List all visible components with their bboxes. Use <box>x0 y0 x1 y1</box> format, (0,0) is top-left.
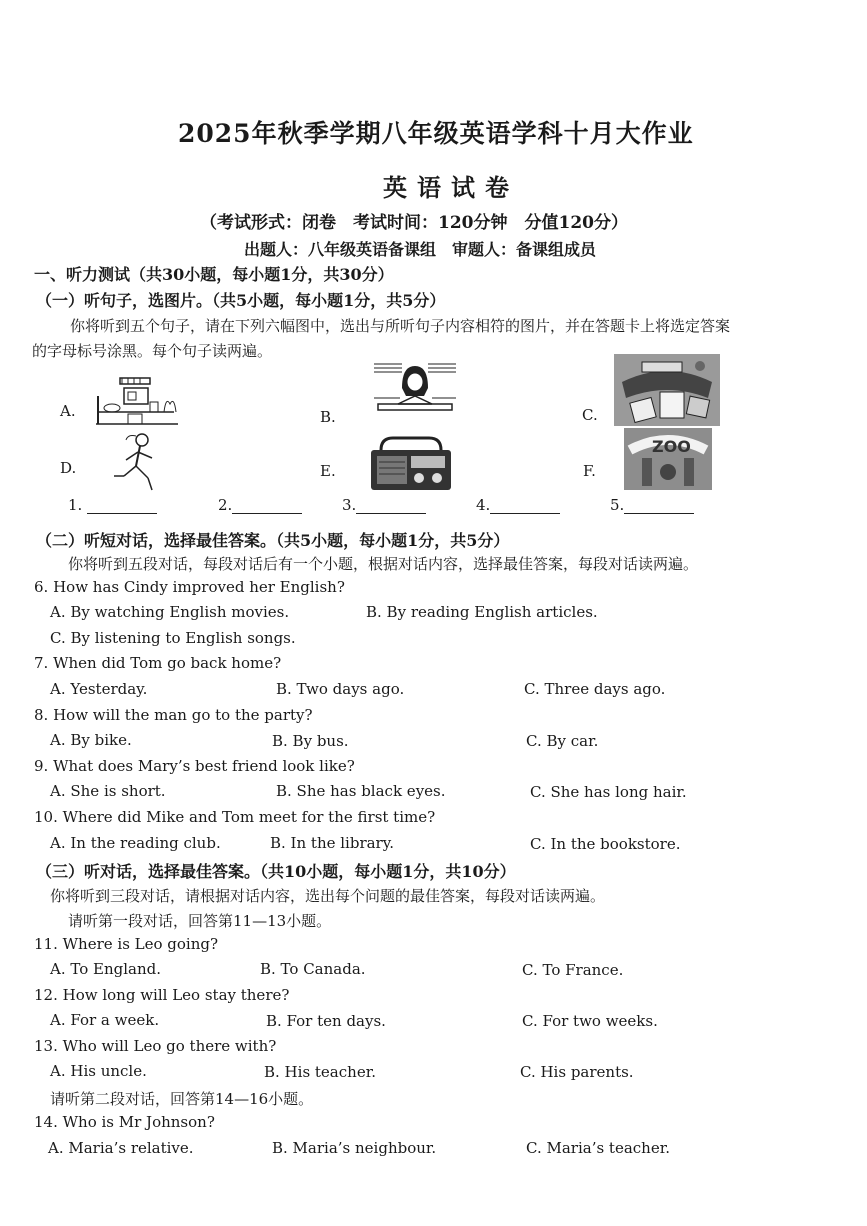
blank-number: 1. <box>68 496 83 514</box>
question-11-option-c[interactable]: C. To France. <box>522 961 624 979</box>
question-12-option-b[interactable]: B. For ten days. <box>266 1012 386 1030</box>
question-13: 13. Who will Leo go there with? <box>34 1037 277 1055</box>
question-9-option-a[interactable]: A. She is short. <box>50 782 166 800</box>
blank-line <box>87 499 157 514</box>
question-9: 9. What does Mary’s best friend look like? <box>34 757 355 775</box>
question-7: 7. When did Tom go back home? <box>34 654 282 672</box>
answer-blank-1[interactable] <box>68 496 157 514</box>
question-14-option-a[interactable]: A. Maria’s relative. <box>48 1139 194 1157</box>
question-7-option-c[interactable]: C. Three days ago. <box>524 680 666 698</box>
question-10-option-a[interactable]: A. In the reading club. <box>50 834 221 852</box>
part1-heading: 一、听力测试（共30小题，每小题1分，共30分） <box>34 265 394 284</box>
sec1-instruction-2: 的字母标号涂黑。每个句子读两遍。 <box>32 342 273 360</box>
picture-label-e: E. <box>320 462 336 480</box>
question-11: 11. Where is Leo going? <box>34 935 219 953</box>
question-14-option-b[interactable]: B. Maria’s neighbour. <box>272 1139 437 1157</box>
question-12-option-c[interactable]: C. For two weeks. <box>522 1012 658 1030</box>
dialog2-intro: 请听第二段对话，回答第14—16小题。 <box>50 1090 314 1108</box>
picture-label-a: A. <box>60 402 76 420</box>
question-11-option-b[interactable]: B. To Canada. <box>260 960 366 978</box>
sec3-heading: （三）听对话，选择最佳答案。（共10小题，每小题1分，共10分） <box>36 862 516 881</box>
answer-blank-5[interactable] <box>610 496 694 514</box>
picture-label-f: F. <box>583 462 596 480</box>
question-12-option-a[interactable]: A. For a week. <box>50 1011 160 1029</box>
question-13-option-a[interactable]: A. His uncle. <box>50 1062 147 1080</box>
question-6-option-c[interactable]: C. By listening to English songs. <box>50 629 296 647</box>
blank-line <box>624 499 694 514</box>
question-8-option-a[interactable]: A. By bike. <box>50 731 132 749</box>
answer-blank-4[interactable] <box>476 496 560 514</box>
question-13-option-c[interactable]: C. His parents. <box>520 1063 634 1081</box>
question-14: 14. Who is Mr Johnson? <box>34 1113 215 1131</box>
blank-line <box>232 499 302 514</box>
exam-info: （考试形式：闭卷 考试时间：120分钟 分值120分） <box>200 213 628 233</box>
question-10-option-c[interactable]: C. In the bookstore. <box>530 835 681 853</box>
page-title: 2025年秋季学期八年级英语学科十月大作业 <box>178 119 694 148</box>
picture-label-d: D. <box>60 459 77 477</box>
question-8-option-b[interactable]: B. By bus. <box>272 732 349 750</box>
question-10: 10. Where did Mike and Tom meet for the first time? <box>34 808 436 826</box>
question-14-option-c[interactable]: C. Maria’s teacher. <box>526 1139 671 1157</box>
sec2-instruction: 你将听到五段对话，每段对话后有一个小题，根据对话内容，选择最佳答案，每段对话读两遍。 <box>68 555 699 573</box>
blank-line <box>356 499 426 514</box>
answer-blank-2[interactable] <box>218 496 302 514</box>
blank-line <box>490 499 560 514</box>
question-9-option-b[interactable]: B. She has black eyes. <box>276 782 446 800</box>
sec1-heading: （一）听句子，选图片。（共5小题，每小题1分，共5分） <box>36 291 446 310</box>
blank-number: 2. <box>218 496 233 514</box>
kitchen-sketch-icon <box>94 374 182 430</box>
svg-text:ZOO: ZOO <box>652 437 691 456</box>
question-7-option-a[interactable]: A. Yesterday. <box>50 680 148 698</box>
question-13-option-b[interactable]: B. His teacher. <box>264 1063 376 1081</box>
student-studying-icon <box>372 362 458 412</box>
blank-number: 5. <box>610 496 625 514</box>
question-7-option-b[interactable]: B. Two days ago. <box>276 680 405 698</box>
zoo-sign-icon <box>622 426 714 492</box>
question-12: 12. How long will Leo stay there? <box>34 986 290 1004</box>
question-6: 6. How has Cindy improved her English? <box>34 578 345 596</box>
answer-blank-3[interactable] <box>342 496 426 514</box>
question-9-option-c[interactable]: C. She has long hair. <box>530 783 687 801</box>
running-girl-icon <box>108 432 166 494</box>
page-subtitle: 英语试卷 <box>383 173 519 202</box>
sec2-heading: （二）听短对话，选择最佳答案。（共5小题，每小题1分，共5分） <box>36 531 510 550</box>
sec1-instruction-1: 你将听到五个句子，请在下列六幅图中，选出与所听句子内容相符的图片，并在答题卡上将选定答案 <box>70 317 731 335</box>
question-10-option-b[interactable]: B. In the library. <box>270 834 394 852</box>
cinema-poster-icon <box>612 352 722 428</box>
radio-icon <box>367 436 455 492</box>
blank-number: 3. <box>342 496 357 514</box>
picture-label-b: B. <box>320 408 336 426</box>
question-6-option-a[interactable]: A. By watching English movies. <box>50 603 290 621</box>
question-8-option-c[interactable]: C. By car. <box>526 732 599 750</box>
authors-line: 出题人：八年级英语备课组 审题人：备课组成员 <box>244 240 597 259</box>
question-8: 8. How will the man go to the party? <box>34 706 313 724</box>
question-11-option-a[interactable]: A. To England. <box>50 960 161 978</box>
dialog1-intro: 请听第一段对话，回答第11—13小题。 <box>68 912 332 930</box>
question-6-option-b[interactable]: B. By reading English articles. <box>366 603 598 621</box>
sec3-instruction: 你将听到三段对话，请根据对话内容，选出每个问题的最佳答案，每段对话读两遍。 <box>50 887 606 905</box>
blank-number: 4. <box>476 496 491 514</box>
picture-label-c: C. <box>582 406 598 424</box>
